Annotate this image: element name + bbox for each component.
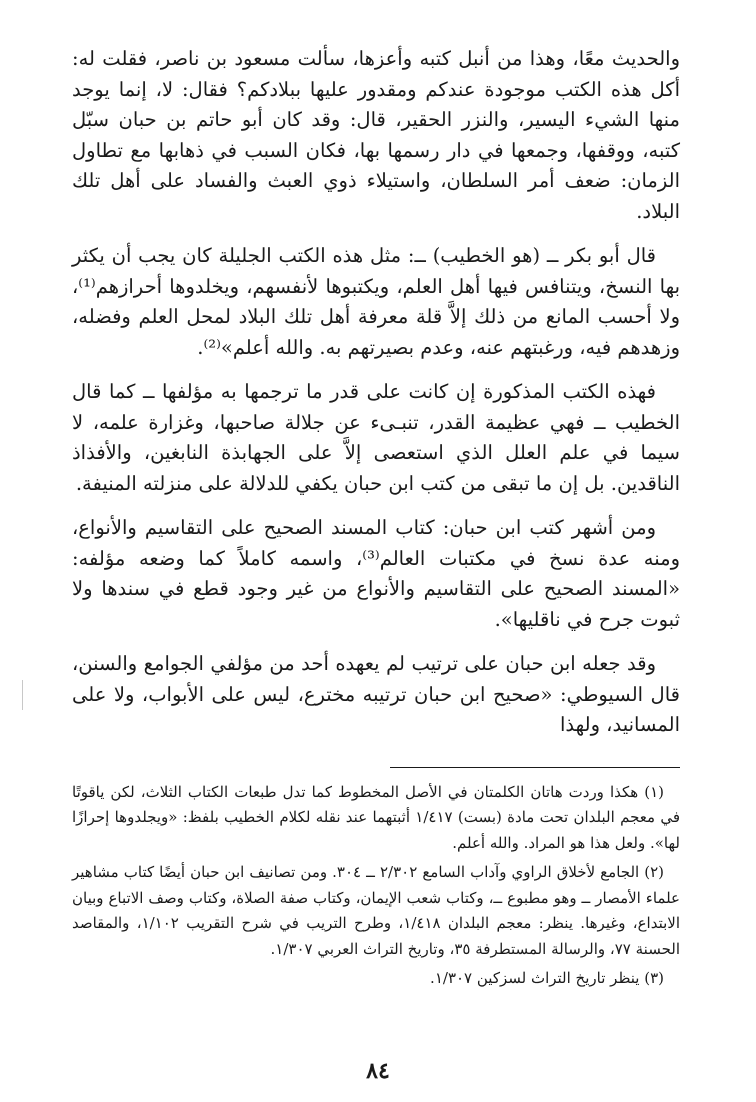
paragraph-1: والحديث معًا، وهذا من أنبل كتبه وأعزها، سألت مسعود بن ناصر، فقلت له: أكل هذه الكتب موجودة عندكم ومقدور عليها ببلادكم؟ فقال: لا، إنما يوجد منها الشيء اليسير، والنزر الحقير، قال: وقد كان أبو حاتم بن حبان سبّل كتبه، ووقفها، وجمعها في دار رسمها بها، فكان السبب في ذهابها مع تطاول الزمان: ضعف أمر السلطان، واستيلاء ذوي العبث والفساد على أهل تلك البلاد. [72,47,680,223]
footnotes [72,780,680,992]
footnote-3: (٣) ينظر تاريخ التراث لسزكين ١/٣٠٧. [430,969,664,987]
footnote-1: (١) هكذا وردت هاتان الكلمتان في الأصل المخطوط كما تدل طبعات الكتاب الثلاث، لكن ياقوتًا في معجم البلدان تحت مادة (بست) ١/٤١٧ أثبتهما عند نقله لكلام الخطيب بلفظ: «ويجلدوها إحرازًا لها». ولعل هذا هو المراد. والله أعلم. [72,782,680,852]
main-text [72,44,680,741]
paragraph-3: فهذه الكتب المذكورة إن كانت على قدر ما ترجمها به مؤلفها ــ كما قال الخطيب ــ فهي عظيمة القدر، تنبـىء عن جلالة صاحبها، وغزارة علمه، لا سيما في علم العلل الذي استعصى إلاَّ على الجهابذة النابغين، والأفذاذ الناقدين. بل إن ما تبقى من كتب ابن حبان يكفي للدلالة على منزلته المنيفة. [72,380,680,495]
footnote-divider [390,767,680,768]
page-number: ٨٤ [366,1058,390,1084]
paragraph-4: ومن أشهر كتب ابن حبان: كتاب المسند الصحيح على التقاسيم والأنواع، ومنه عدة نسخ في مكتبات العالم⁽³⁾، واسمه كاملاً كما وضعه مؤلفه: «المسند الصحيح على التقاسيم والأنواع من غير وجود قطع في سندها ولا ثبوت جرح في ناقليها». [72,516,681,631]
margin-line [22,680,23,710]
paragraph-2: قال أبو بكر ــ (هو الخطيب) ــ: مثل هذه الكتب الجليلة كان يجب أن يكثر بها النسخ، ويتنافس فيها أهل العلم، ويكتبوها لأنفسهم، ويخلدوها أحرازهم⁽¹⁾، ولا أحسب المانع من ذلك إلاَّ قلة معرفة أهل تلك البلاد لمحل العلم وفضله، وزهدهم فيه، ورغبتهم عنه، وعدم بصيرتهم به. والله أعلم»⁽²⁾. [72,244,680,359]
paragraph-5: وقد جعله ابن حبان على ترتيب لم يعهده أحد من مؤلفي الجوامع والسنن، قال السيوطي: «صحيح ابن حبان ترتيبه مخترع، ليس على الأبواب، ولا على المسانيد، ولهذا [72,652,680,736]
footnote-2: (٢) الجامع لأخلاق الراوي وآداب السامع ٢/٣٠٢ ــ ٣٠٤. ومن تصانيف ابن حبان أيضًا كتاب مشاهير علماء الأمصار ــ وهو مطبوع ــ، وكتاب شعب الإيمان، وكتاب صفة الصلاة، وكتاب وصف الاتباع وبيان الابتداع، وغيرها. ينظر: معجم البلدان ١/٤١٨، وطرح التريب في شرح التقريب ١/١٠٢، والمقاصد الحسنة ٧٧، والرسالة المستطرفة ٣٥، وتاريخ التراث العربي ١/٣٠٧. [72,863,680,958]
